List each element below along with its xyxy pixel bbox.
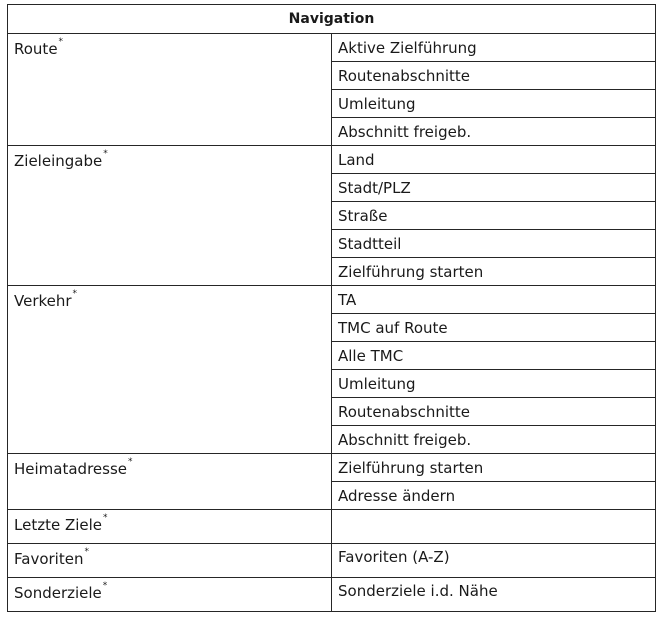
category-cell [8,146,332,286]
menu-item: Favoriten (A-Z) [332,544,656,578]
footnote-star: * [72,289,78,299]
category-cell [8,286,332,454]
menu-item: Abschnitt freigeb. [332,118,656,146]
menu-item: Zielführung starten [332,258,656,286]
menu-item: Umleitung [332,370,656,398]
table-row [8,578,656,612]
menu-item: Routenabschnitte [332,62,656,90]
category-cell [8,578,332,612]
navigation-table [7,4,656,612]
menu-item: Alle TMC [332,342,656,370]
table-row [8,286,656,314]
category-label: Zieleingabe [14,152,103,170]
footnote-star: * [103,149,108,159]
menu-item: Adresse ändern [332,482,656,510]
table-header: Navigation [8,5,656,34]
category-label: Heimatadresse [14,460,127,478]
category-cell [8,34,332,146]
category-label: Favoriten [14,550,84,568]
category-label: Verkehr [14,292,72,310]
table-row [8,146,656,174]
menu-item: Zielführung starten [332,454,656,482]
table-row [8,544,656,578]
table-row [8,454,656,482]
menu-item: Land [332,146,656,174]
menu-item: Stadt/PLZ [332,174,656,202]
category-cell [8,454,332,510]
category-label: Sonderziele [14,584,102,602]
table-row [8,510,656,544]
category-label: Route [14,40,58,58]
menu-item: Umleitung [332,90,656,118]
menu-item: Abschnitt freigeb. [332,426,656,454]
footnote-star: * [103,513,108,523]
menu-item: Straße [332,202,656,230]
menu-item: TA [332,286,656,314]
footnote-star: * [102,581,108,591]
menu-item: Aktive Zielführung [332,34,656,62]
category-label: Letzte Ziele [14,516,103,534]
footnote-star: * [58,37,64,47]
menu-item: Routenabschnitte [332,398,656,426]
footnote-star: * [128,457,133,467]
footnote-star: * [84,547,89,557]
table-header-row [8,5,656,34]
category-cell [8,544,332,578]
menu-item: Sonderziele i.d. Nähe [332,578,656,612]
menu-item: Stadtteil [332,230,656,258]
menu-item: TMC auf Route [332,314,656,342]
menu-item [332,510,656,544]
table-row [8,34,656,62]
category-cell [8,510,332,544]
